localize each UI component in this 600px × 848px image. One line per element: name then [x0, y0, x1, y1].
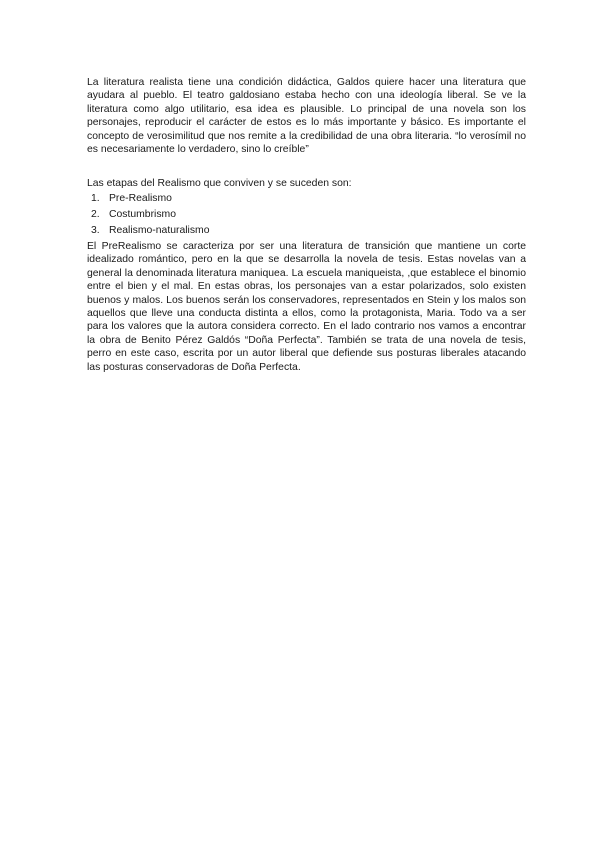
list-item-number: 3.	[91, 224, 100, 236]
stages-intro: Las etapas del Realismo que conviven y se suceden son:	[87, 178, 352, 189]
list-item-label: Realismo-naturalismo	[109, 224, 210, 236]
list-item	[87, 191, 526, 207]
list-item-label: Costumbrismo	[109, 208, 176, 220]
list-item	[87, 207, 526, 223]
list-item-number: 2.	[91, 208, 100, 220]
paragraph-prerealism: El PreRealismo se caracteriza por ser una literatura de transición que mantiene un corte idealizado romántico, pero en la que se desarrolla la novela de tesis. Estas novelas van a general la denominada literatura maniquea. La escuela maniqueista, ,que establece el binomio entre el bien y el mal. En estas obras, los personajes van a estar polarizados, solo existen buenos y malos. Los buenos serán los conservadores, representados en Stein y los malos son aquellos que lleve una conducta distinta a ellos, como la protagonista, Maria. Todo va a ser para los valores que la autora considera correcto. En el lado contrario nos vamos a encontrar la obra de Benito Pérez Galdós “Doña Perfecta”. También se trata de una novela de tesis, perro en este caso, escrita por un autor liberal que defiende sus posturas liberales atacando las posturas conservadoras de Doña Perfecta.	[87, 241, 526, 373]
list-item-label: Pre-Realismo	[109, 193, 172, 204]
list-item	[87, 223, 526, 239]
stages-list	[87, 191, 526, 238]
paragraph-realism-didactic: La literatura realista tiene una condición didáctica, Galdos quiere hacer una literatura que ayudara al pueblo. El teatro galdosiano estaba hecho con una ideología liberal. Se ve la literatura como algo utilitario, esa idea es plausible. Lo principal de una novela son los personajes, reproducir el carácter de estos es lo más importante y básico. Es importante el concepto de verosimilitud que nos remite a la credibilidad de una obra literaria. “lo verosímil no es necesariamente lo verdadero, sino lo creíble”	[87, 77, 526, 156]
list-item-number: 1.	[91, 193, 100, 204]
